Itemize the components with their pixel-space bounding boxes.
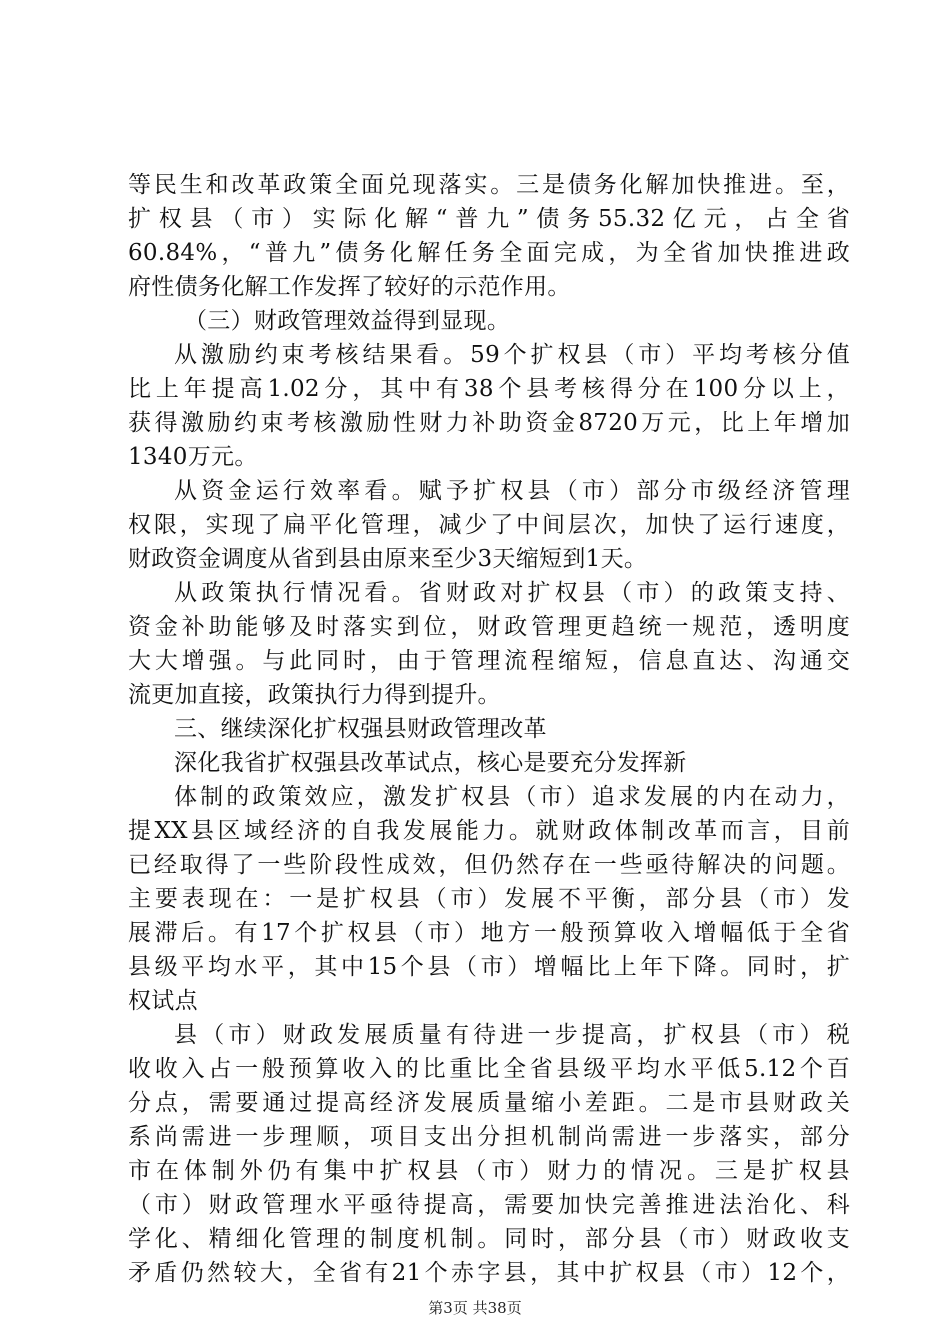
paragraph-start: 从激励约束考核结果看。59个扩权县（市）平均考核分值	[174, 342, 850, 368]
section-heading: （三）财政管理效益得到显现。	[184, 308, 511, 334]
text-line: 60.84%，“普九”债务化解任务全面完成，为全省加快推进政	[128, 240, 850, 266]
page-number-footer: 第3页 共38页	[428, 1299, 522, 1317]
text-line: 府性债务化解工作发挥了较好的示范作用。	[128, 274, 571, 300]
paragraph-start: 体制的政策效应，激发扩权县（市）追求发展的内在动力，	[174, 784, 850, 810]
text-line: 学化、精细化管理的制度机制。同时，部分县（市）财政收支	[128, 1226, 850, 1252]
paragraph-start: 从政策执行情况看。省财政对扩权县（市）的政策支持、	[174, 580, 850, 606]
text-line: 权试点	[128, 988, 198, 1014]
text-line: 市在体制外仍有集中扩权县（市）财力的情况。三是扩权县	[128, 1158, 850, 1184]
text-line: 流更加直接，政策执行力得到提升。	[128, 682, 501, 708]
text-line: 获得激励约束考核激励性财力补助资金8720万元，比上年增加	[128, 410, 850, 436]
text-line: 矛盾仍然较大，全省有21个赤字县，其中扩权县（市）12个，	[128, 1260, 850, 1286]
text-line: （市）财政管理水平亟待提高，需要加快完善推进法治化、科	[128, 1192, 850, 1218]
text-line: 收收入占一般预算收入的比重比全省县级平均水平低5.12个百	[128, 1056, 850, 1082]
text-line: 县级平均水平，其中15个县（市）增幅比上年下降。同时，扩	[128, 954, 850, 980]
text-line: 权限，实现了扁平化管理，减少了中间层次，加快了运行速度，	[128, 512, 850, 538]
paragraph-start: 县（市）财政发展质量有待进一步提高，扩权县（市）税	[174, 1022, 850, 1048]
text-line: 主要表现在：一是扩权县（市）发展不平衡，部分县（市）发	[128, 886, 850, 912]
text-line: 展滞后。有17个扩权县（市）地方一般预算收入增幅低于全省	[128, 920, 850, 946]
text-line: 1340万元。	[128, 444, 258, 470]
section-heading: 三、继续深化扩权强县财政管理改革	[174, 716, 547, 742]
text-line: 等民生和改革政策全面兑现落实。三是债务化解加快推进。至，	[128, 172, 850, 198]
text-line: 分点，需要通过提高经济发展质量缩小差距。二是市县财政关	[128, 1090, 850, 1116]
text-line: 比上年提高1.02分，其中有38个县考核得分在100分以上，	[128, 376, 850, 402]
text-line: 大大增强。与此同时，由于管理流程缩短，信息直达、沟通交	[128, 648, 850, 674]
paragraph-start: 从资金运行效率看。赋予扩权县（市）部分市级经济管理	[174, 478, 850, 504]
text-line: 财政资金调度从省到县由原来至少3天缩短到1天。	[128, 546, 648, 572]
text-line: 系尚需进一步理顺，项目支出分担机制尚需进一步落实，部分	[128, 1124, 850, 1150]
text-line: 提XX县区域经济的自我发展能力。就财政体制改革而言，目前	[128, 818, 850, 844]
paragraph-start: 深化我省扩权强县改革试点，核心是要充分发挥新	[174, 750, 687, 776]
text-line: 资金补助能够及时落实到位，财政管理更趋统一规范，透明度	[128, 614, 850, 640]
text-line: 已经取得了一些阶段性成效，但仍然存在一些亟待解决的问题。	[128, 852, 850, 878]
text-line: 扩权县（市）实际化解“普九”债务55.32亿元，占全省	[128, 206, 850, 232]
